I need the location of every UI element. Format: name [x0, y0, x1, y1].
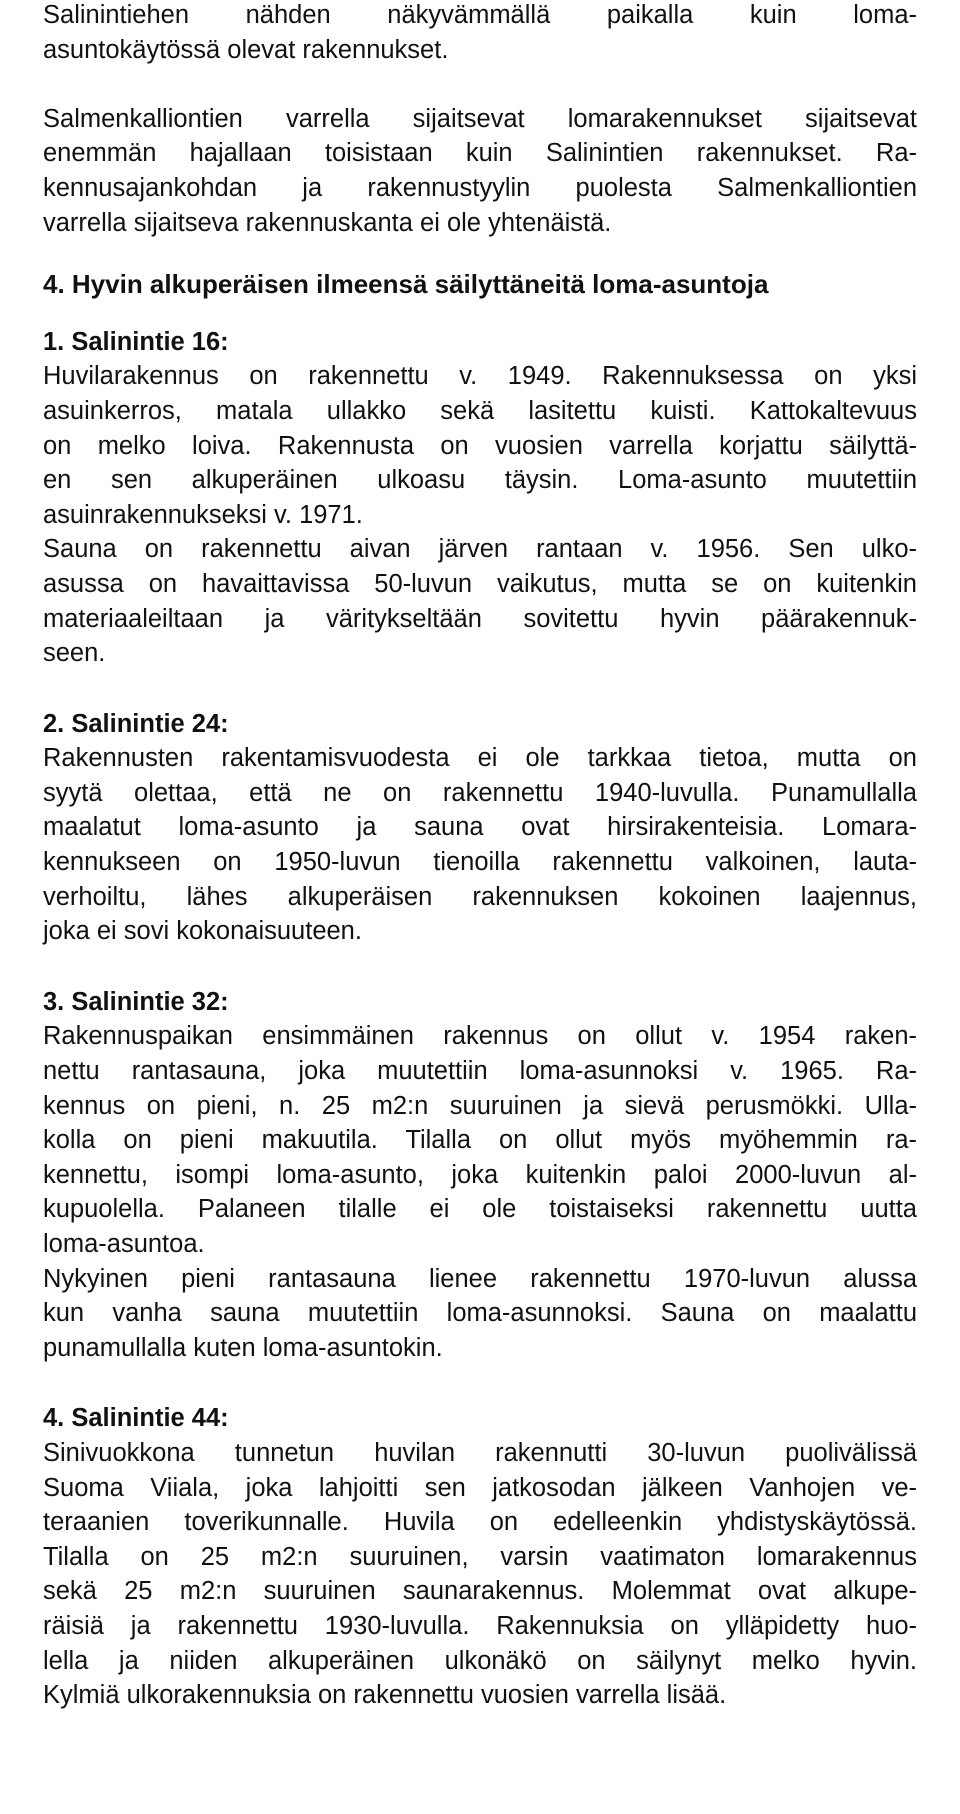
text-line: seen.: [43, 639, 106, 668]
text-line: lella ja niiden alkuperäinen ulkonäkö on säilynyt melko hyvin.: [43, 1646, 917, 1675]
document-page: [43, 0, 917, 1713]
text-line: räisiä ja rakennettu 1930-luvulla. Rakennuksia on ylläpidetty huo-: [43, 1611, 917, 1640]
text-line: Sinivuokkona tunnetun huvilan rakennutti 30-luvun puolivälissä: [43, 1438, 917, 1467]
text-line: loma-asuntoa.: [43, 1230, 205, 1258]
text-line: en sen alkuperäinen ulkoasu täysin. Loma-asunto muutettiin: [43, 466, 917, 495]
text-line: nettu rantasauna, joka muutettiin loma-asunnoksi v. 1965. Ra-: [43, 1057, 917, 1086]
text-line: kennettu, isompi loma-asunto, joka kuitenkin paloi 2000-luvun al-: [43, 1160, 917, 1189]
text-line: kennus on pieni, n. 25 m2:n suuruinen ja sievä perusmökki. Ulla-: [43, 1091, 917, 1120]
text-line: Nykyinen pieni rantasauna lienee rakennettu 1970-luvun alussa: [43, 1264, 917, 1293]
entry-heading: 2. Salinintie 24:: [43, 709, 229, 738]
text-line: kennukseen on 1950-luvun tienoilla rakennettu valkoinen, lauta-: [43, 848, 917, 877]
entry-salinintie-32: [43, 985, 917, 1366]
text-line: kolla on pieni makuutila. Tilalla on ollut myös myöhemmin ra-: [43, 1126, 917, 1155]
entry-salinintie-16: [43, 325, 917, 671]
text-line: enemmän hajallaan toisistaan kuin Salinintien rakennukset. Ra-: [43, 139, 917, 168]
entry-salinintie-44: [43, 1401, 917, 1712]
text-line: Tilalla on 25 m2:n suuruinen, varsin vaatimaton lomarakennus: [43, 1542, 917, 1571]
text-line: Suoma Viiala, joka lahjoitti sen jatkosodan jälkeen Vanhojen ve-: [43, 1473, 917, 1502]
text-line: kennusajankohdan ja rakennustyylin puolesta Salmenkalliontien: [43, 173, 917, 202]
text-line: asuinkerros, matala ullakko sekä lasitettu kuisti. Kattokaltevuus: [43, 396, 917, 425]
entry-heading: 3. Salinintie 32:: [43, 987, 229, 1016]
text-line: joka ei sovi kokonaisuuteen.: [43, 917, 362, 946]
text-line: sekä 25 m2:n suuruinen saunarakennus. Molemmat ovat alkupe-: [43, 1577, 917, 1606]
text-line: asuinrakennukseksi v. 1971.: [43, 500, 363, 529]
text-line: teraanien toverikunnalle. Huvila on edelleenkin yhdistyskäytössä.: [43, 1508, 917, 1537]
text-line: materiaaleiltaan ja väritykseltään sovitettu hyvin päärakennuk-: [43, 604, 917, 633]
entry-heading: 1. Salinintie 16:: [43, 327, 229, 356]
intro-paragraph-1: [43, 0, 917, 67]
text-line: kupuolella. Palaneen tilalle ei ole toistaiseksi rakennettu uutta: [43, 1195, 917, 1224]
text-line: Salinintiehen nähden näkyvämmällä paikalla kuin loma-: [43, 1, 917, 29]
text-line: Rakennuspaikan ensimmäinen rakennus on ollut v. 1954 raken-: [43, 1022, 917, 1051]
text-line: Kylmiä ulkorakennuksia on rakennettu vuosien varrella lisää.: [43, 1681, 727, 1710]
text-line: verhoiltu, lähes alkuperäisen rakennuksen kokoinen laajennus,: [43, 882, 917, 911]
text-line: Sauna on rakennettu aivan järven rantaan v. 1956. Sen ulko-: [43, 535, 917, 564]
entry-heading: 4. Salinintie 44:: [43, 1404, 229, 1433]
text-line: Rakennusten rakentamisvuodesta ei ole tarkkaa tietoa, mutta on: [43, 744, 917, 773]
text-line: syytä olettaa, että ne on rakennettu 1940-luvulla. Punamullalla: [43, 778, 917, 807]
intro-paragraph-2: [43, 102, 917, 240]
text-line: asuntokäytössä olevat rakennukset.: [43, 35, 449, 64]
text-line: maalatut loma-asunto ja sauna ovat hirsirakenteisia. Lomara-: [43, 813, 917, 842]
text-line: Salmenkalliontien varrella sijaitsevat lomarakennukset sijaitsevat: [43, 104, 917, 133]
text-line: Huvilarakennus on rakennettu v. 1949. Rakennuksessa on yksi: [43, 362, 917, 391]
text-line: varrella sijaitseva rakennuskanta ei ole yhtenäistä.: [43, 208, 612, 237]
section-title: 4. Hyvin alkuperäisen ilmeensä säilyttäneitä loma-asuntoja: [43, 269, 769, 300]
text-line: asussa on havaittavissa 50-luvun vaikutus, mutta se on kuitenkin: [43, 569, 917, 598]
entry-salinintie-24: [43, 707, 917, 949]
text-line: on melko loiva. Rakennusta on vuosien varrella korjattu säilyttä-: [43, 431, 917, 460]
text-line: kun vanha sauna muutettiin loma-asunnoksi. Sauna on maalattu: [43, 1299, 917, 1328]
text-line: punamullalla kuten loma-asuntokin.: [43, 1333, 443, 1362]
